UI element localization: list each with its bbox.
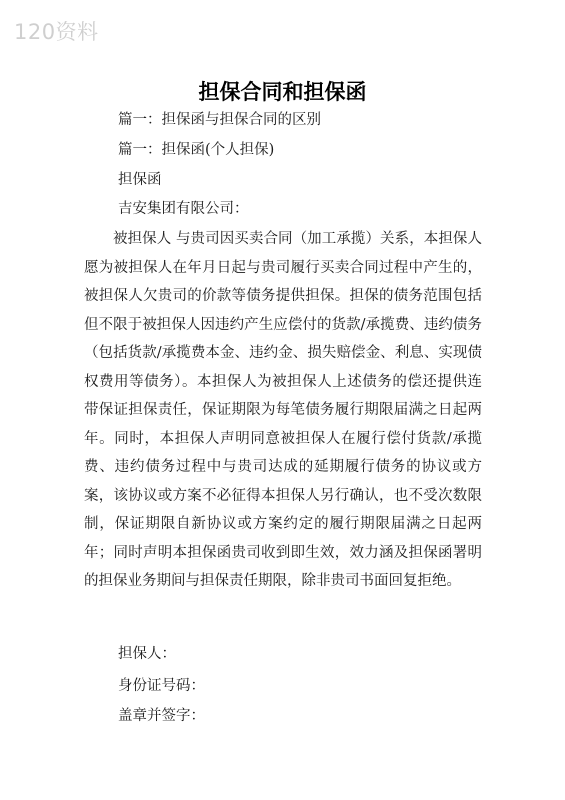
guarantor-label: 担保人： — [118, 646, 176, 662]
id-number-label: 身份证号码： — [118, 678, 205, 694]
letter-title: 担保函 — [118, 172, 162, 188]
heading-1: 篇一：担保函与担保合同的区别 — [118, 112, 321, 128]
watermark: 120资料 — [14, 20, 99, 44]
addressee: 吉安集团有限公司： — [118, 201, 249, 217]
body-paragraph: 被担保人 与贵司因买卖合同（加工承揽）关系，本担保人愿为被担保人在年月日起与贵司履行买卖合同过程中产生的，被担保人欠贵司的价款等债务提供担保。担保的债务范围包括但不限于被担保人因违约产生应偿付的货款/承揽费、违约债务（包括货款/承揽费本金、违约金、损失赔偿金、利息、实现债权费用等债务）。本担保人为被担保人上述债务的偿还提供连带保证担保责任，保证期限为每笔债务履行期限届满之日起两年。同时，本担保人声明同意被担保人在履行偿付货款/承揽费、违约债务过程中与贵司达成的延期履行债务的协议或方案，该协议或方案不必征得本担保人另行确认，也不受次数限制，保证期限自新协议或方案约定的履行期限届满之日起两年；同时声明本担保函贵司收到即生效，效力涵及担保函署明的担保业务期间与担保责任期限，除非贵司书面回复拒绝。 — [84, 231, 482, 589]
document-title: 担保合同和担保函 — [198, 80, 367, 104]
seal-signature-label: 盖章并签字： — [118, 708, 205, 724]
heading-2: 篇一：担保函(个人担保) — [118, 142, 275, 158]
